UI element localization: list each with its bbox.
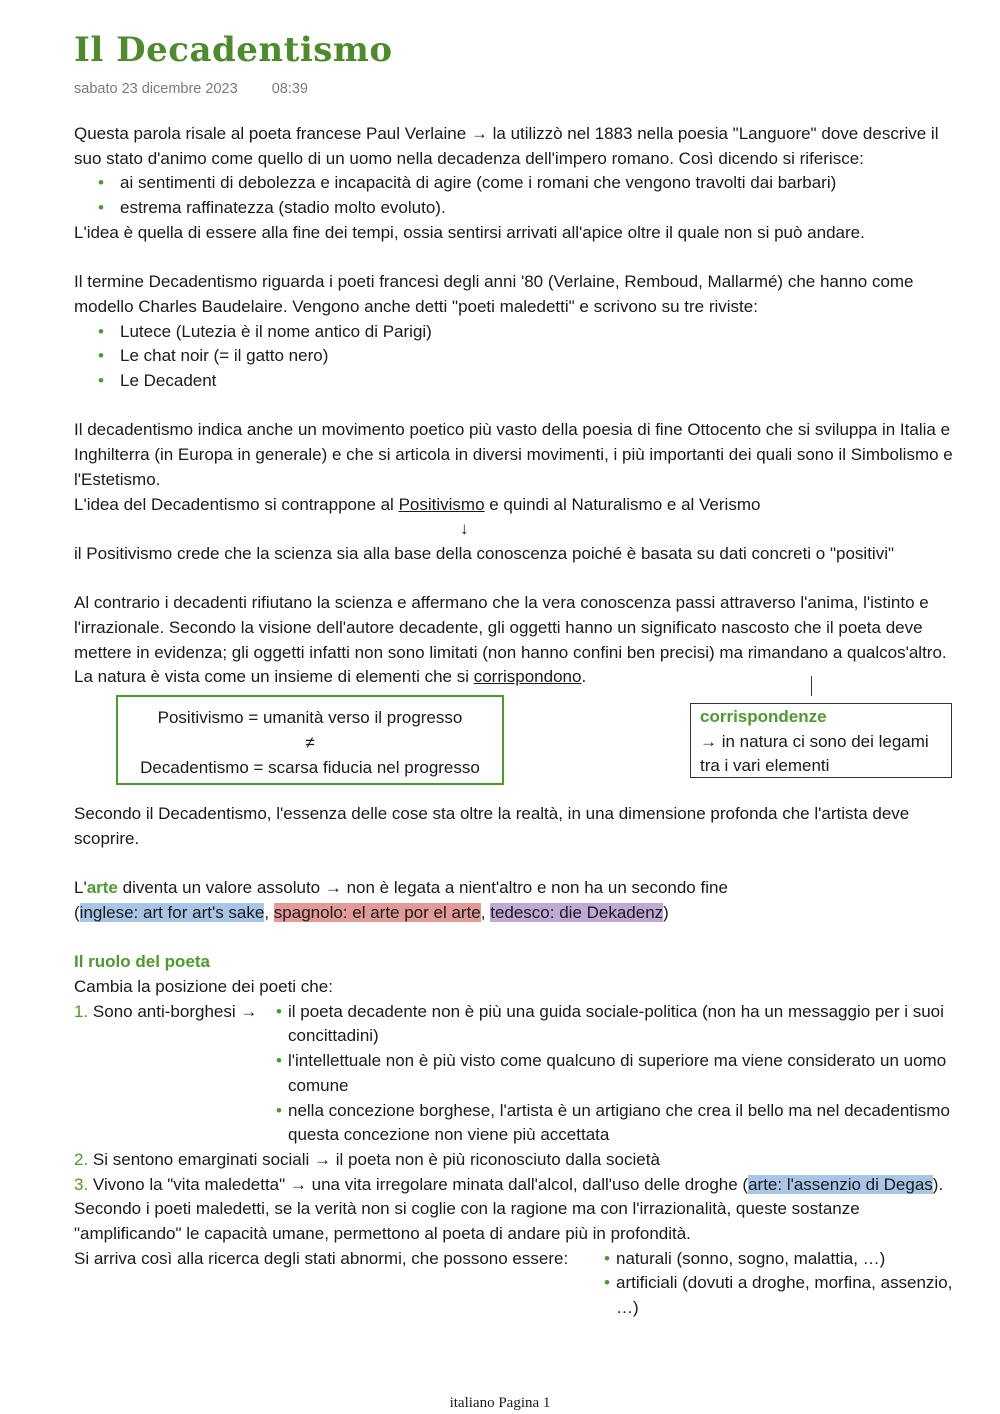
sub-item: • nella concezione borghese, l'artista è un artigiano che crea il bello ma nel decadentismo questa concezione non viene più accettata <box>276 1100 950 1145</box>
magazines-list <box>74 320 959 394</box>
list-item: • naturali (sonno, sogno, malattia, …) <box>604 1248 886 1268</box>
comparison-boxes <box>74 690 959 802</box>
item-number: 1. <box>74 1001 89 1021</box>
poet-role-intro: Cambia la posizione dei poeti che: <box>74 977 333 996</box>
item-text: Sono anti-borghesi → <box>92 1001 258 1021</box>
intro-bullet-list <box>74 171 959 220</box>
corrispondenze-box <box>690 703 952 778</box>
sub-item: • il poeta decadente non è più una guida sociale-politica (non ha un messaggio per i suoi concittadini) <box>276 1001 944 1046</box>
positivism-contrast: L'idea del Decadentismo si contrappone al Positivismo e quindi al Naturalismo e al Verismo <box>74 494 761 514</box>
page-footer: italiano Pagina 1 <box>449 1395 551 1411</box>
poet-item-3: 3. Vivono la "vita maledetta" → una vita irregolare minata dall'alcol, dall'uso delle droghe (arte: l'assenzio di Degas). Secondo i poeti maledetti, se la verità non si coglie con la ragione ma con l'irrazionalità, queste sostanze "amplificando" le capacità umane, permettono al poeta di andare più in profondità. <box>74 1174 944 1244</box>
page-content <box>74 122 959 1318</box>
intro-conclusion: L'idea è quella di essere alla fine dei tempi, ossia sentirsi arrivati all'apice oltre il quale non si può andare. <box>74 222 865 242</box>
box-line: Decadentismo = scarsa fiducia nel progresso <box>140 757 480 777</box>
art-translations: (inglese: art for art's sake, spagnolo: el arte por el arte, tedesco: die Dekadenz) <box>74 902 669 922</box>
essence-paragraph: Secondo il Decadentismo, l'essenza delle cose sta oltre la realtà, in una dimensione profonda che l'artista deve scoprire. <box>74 804 910 848</box>
spanish-highlight: spagnolo: el arte por el arte <box>273 902 481 922</box>
english-highlight: inglese: art for art's sake <box>79 902 265 922</box>
box-line: Positivismo = umanità verso il progresso <box>157 708 463 728</box>
positivismo-underlined: Positivismo <box>398 494 485 514</box>
degas-highlight: arte: l'assenzio di Degas <box>748 1174 933 1194</box>
art-word: arte <box>86 878 118 898</box>
corrispondenze-title: corrispondenze <box>700 707 827 727</box>
list-item: • Le chat noir (= il gatto nero) <box>74 344 959 369</box>
page-meta <box>74 81 308 97</box>
decadent-vision-paragraph: Al contrario i decadenti rifiutano la scienza e affermano che la vera conoscenza passi attraverso l'anima, l'istinto e l'irrazionale. Secondo la visione dell'autore decadente, gli oggetti hanno un significato nascosto che il poeta deve mettere in evidenza; gli oggetti infatti non sono limitati (non hanno confini ben precisi) ma rimandano a qualcos'altro. La natura è vista come un insieme di elementi che si corrispondono. <box>74 593 947 687</box>
abnormal-states-list <box>604 1247 959 1321</box>
positivism-vs-decadentism-box <box>116 695 504 785</box>
intro-paragraph: Questa parola risale al poeta francese Paul Verlaine → la utilizzò nel 1883 nella poesia "Languore" dove descrive il suo stato d'animo come quello di un uomo nella decadenza dell'impero romano. Così dicendo si riferisce: <box>74 124 939 168</box>
not-equal-symbol: ≠ <box>305 732 315 752</box>
box-line: → in natura ci sono dei legami <box>700 731 929 751</box>
arrow-down-icon: ↓ <box>460 519 469 539</box>
item-number: 2. <box>74 1149 89 1169</box>
list-item: • Lutece (Lutezia è il nome antico di Parigi) <box>74 320 959 345</box>
art-paragraph: L'arte diventa un valore assoluto → non è legata a nient'altro e non ha un secondo fine <box>74 878 728 898</box>
list-item: • Le Decadent <box>74 369 959 394</box>
box-line: tra i vari elementi <box>700 756 830 776</box>
german-highlight: tedesco: die Dekadenz <box>490 902 664 922</box>
item-number: 3. <box>74 1174 89 1194</box>
list-item: • artificiali (dovuti a droghe, morfina, assenzio, …) <box>604 1273 953 1318</box>
poet-item-2 <box>74 1148 959 1173</box>
poet-item-1 <box>74 1000 959 1148</box>
page-title: Il Decadentismo <box>74 30 393 70</box>
connector-line <box>811 676 812 696</box>
item-text: Si sentono emarginati sociali → il poeta non è più riconosciuto dalla società <box>92 1149 660 1169</box>
list-item: • ai sentimenti di debolezza e incapacità di agire (come i romani che vengono travolti dai barbari) <box>74 171 959 196</box>
page-date: sabato 23 dicembre 2023 <box>74 81 238 97</box>
abnormal-states <box>74 1247 959 1318</box>
list-item: • estrema raffinatezza (stadio molto evoluto). <box>74 196 959 221</box>
abnormal-states-text: Si arriva così alla ricerca degli stati abnormi, che possono essere: <box>74 1248 569 1268</box>
movement-paragraph: Il decadentismo indica anche un movimento poetico più vasto della poesia di fine Ottocento che si sviluppa in Italia e Inghilterra (in Europa in generale) e che si articola in diversi movimenti, i più importanti dei quali sono il Simbolismo e l'Estetismo. <box>74 420 953 489</box>
positivism-definition: il Positivismo crede che la scienza sia alla base della conoscenza poiché è basata su dati concreti o "positivi" <box>74 543 895 563</box>
term-paragraph: Il termine Decadentismo riguarda i poeti francesi degli anni '80 (Verlaine, Remboud, Mallarmé) che hanno come modello Charles Baudelaire. Vengono anche detti "poeti maledetti" e scrivono su tre riviste: <box>74 272 914 316</box>
corrispondono-underlined: corrispondono <box>473 667 582 687</box>
page-time: 08:39 <box>271 81 308 97</box>
poet-role-heading: Il ruolo del poeta <box>74 952 211 972</box>
sub-item: • l'intellettuale non è più visto come qualcuno di superiore ma viene considerato un uomo comune <box>276 1051 947 1095</box>
